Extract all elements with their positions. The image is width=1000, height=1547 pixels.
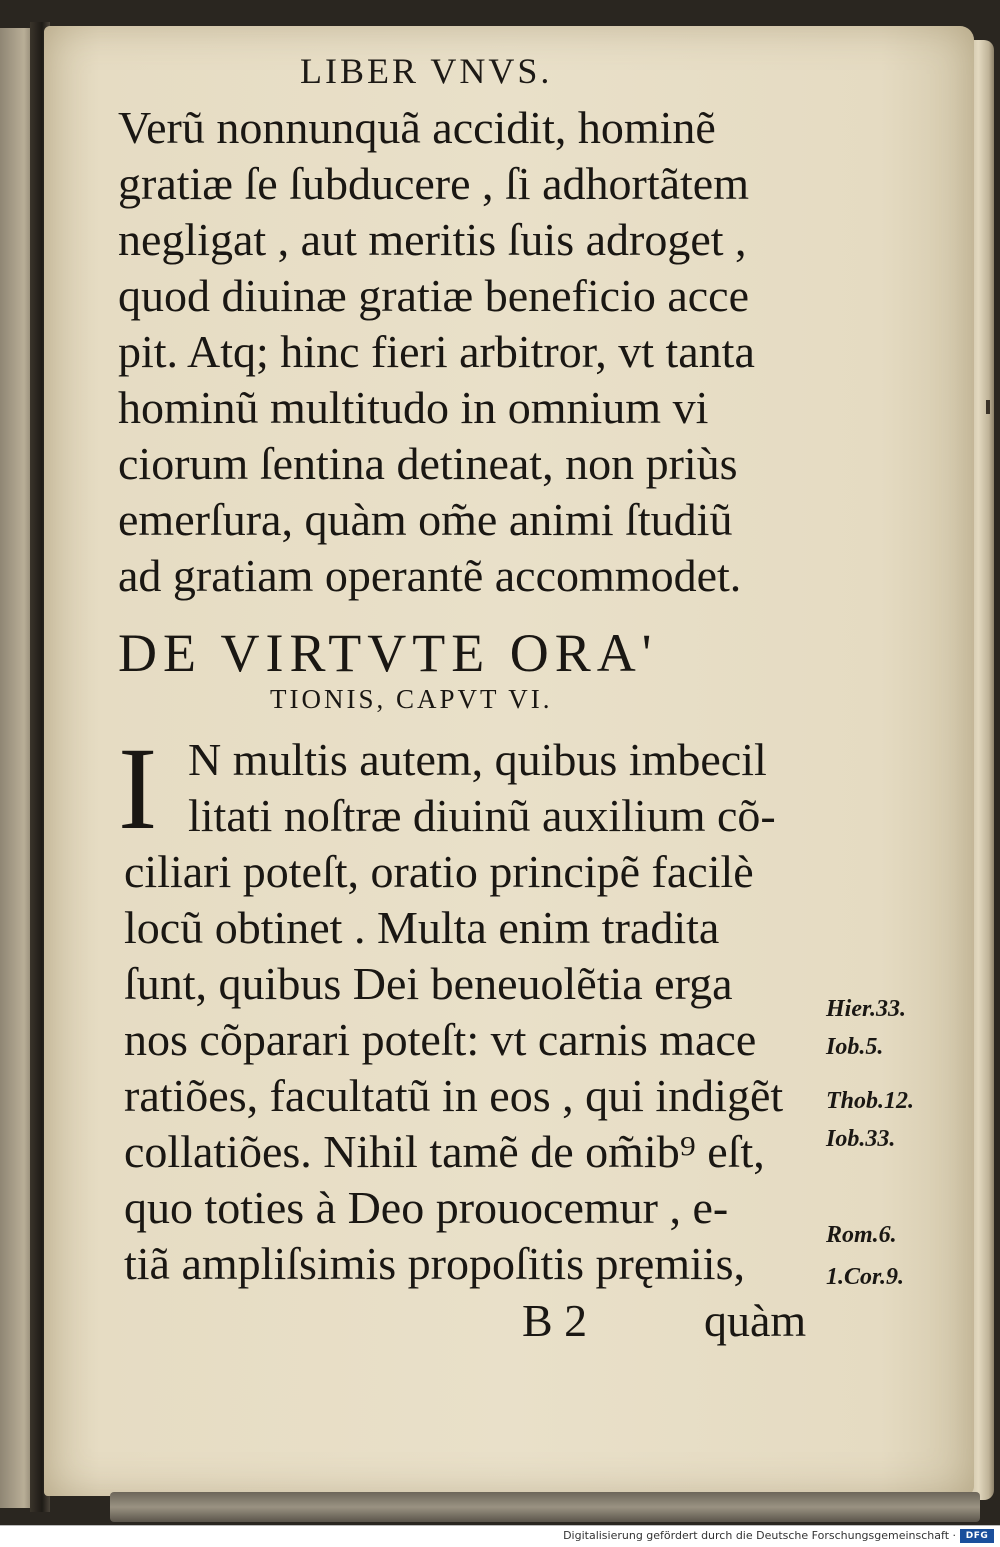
text-line: quo toties à Deo prouocemur , e- — [124, 1182, 729, 1233]
catchword: quàm — [704, 1295, 807, 1346]
margin-note: Thob.12. — [826, 1088, 915, 1114]
text-line: nos cõparari poteſt: vt carnis mace — [124, 1014, 757, 1065]
text-line: litati noſtræ diuinũ auxilium cõ- — [188, 790, 776, 841]
text-line: tiã ampliſsimis propoſitis pręmiis, — [124, 1238, 745, 1289]
chapter-subheading: TIONIS, CAPVT VI. — [270, 684, 553, 714]
text-line: pit. Atq; hinc fieri arbitror, vt tanta — [118, 326, 755, 377]
funding-credit: Digitalisierung gefördert durch die Deutsche Forschungsgemeinschaft · — [563, 1529, 956, 1542]
drop-cap: I — [118, 723, 158, 854]
margin-note: 1.Cor.9. — [826, 1264, 905, 1290]
margin-note: Hier.33. — [826, 996, 907, 1022]
chapter-heading: DE VIRTVTE ORA' — [118, 623, 658, 683]
text-line: ciorum ſentina detineat, non priùs — [118, 438, 738, 489]
text-line: ciliari poteſt, oratio principẽ facilè — [124, 846, 754, 897]
running-head: LIBER VNVS. — [300, 51, 553, 91]
margin-note: Iob.33. — [826, 1126, 896, 1152]
edge-mark — [986, 400, 990, 414]
footer-bar — [0, 1525, 1000, 1547]
book-cover-edge — [110, 1492, 980, 1522]
text-line: ad gratiam operantẽ accommodet. — [118, 550, 742, 601]
text-line: ratiões, facultatũ in eos , qui indigẽt — [124, 1070, 784, 1121]
text-line: Verũ nonnunquã accidit, hominẽ — [118, 102, 716, 153]
text-line: ſunt, quibus Dei beneuolẽtia erga — [124, 958, 733, 1009]
signature-mark: B 2 — [522, 1295, 588, 1346]
text-line: emerſura, quàm om̃e animi ſtudiũ — [118, 494, 733, 545]
text-line: collatiões. Nihil tamẽ de om̃ib⁹ eſt, — [124, 1126, 765, 1177]
text-line: hominũ multitudo in omnium vi — [118, 382, 709, 433]
text-line: gratiæ ſe ſubducere , ſi adhortãtem — [118, 158, 749, 209]
margin-note: Iob.5. — [826, 1034, 884, 1060]
text-line: locũ obtinet . Multa enim tradita — [124, 902, 720, 953]
margin-note: Rom.6. — [826, 1222, 897, 1248]
text-line: negligat , aut meritis ſuis adroget , — [118, 214, 747, 265]
dfg-logo-icon[interactable]: DFG — [960, 1529, 994, 1543]
text-line: N multis autem, quibus imbecil — [188, 734, 767, 785]
text-line: quod diuinæ gratiæ beneficio acce — [118, 270, 750, 321]
